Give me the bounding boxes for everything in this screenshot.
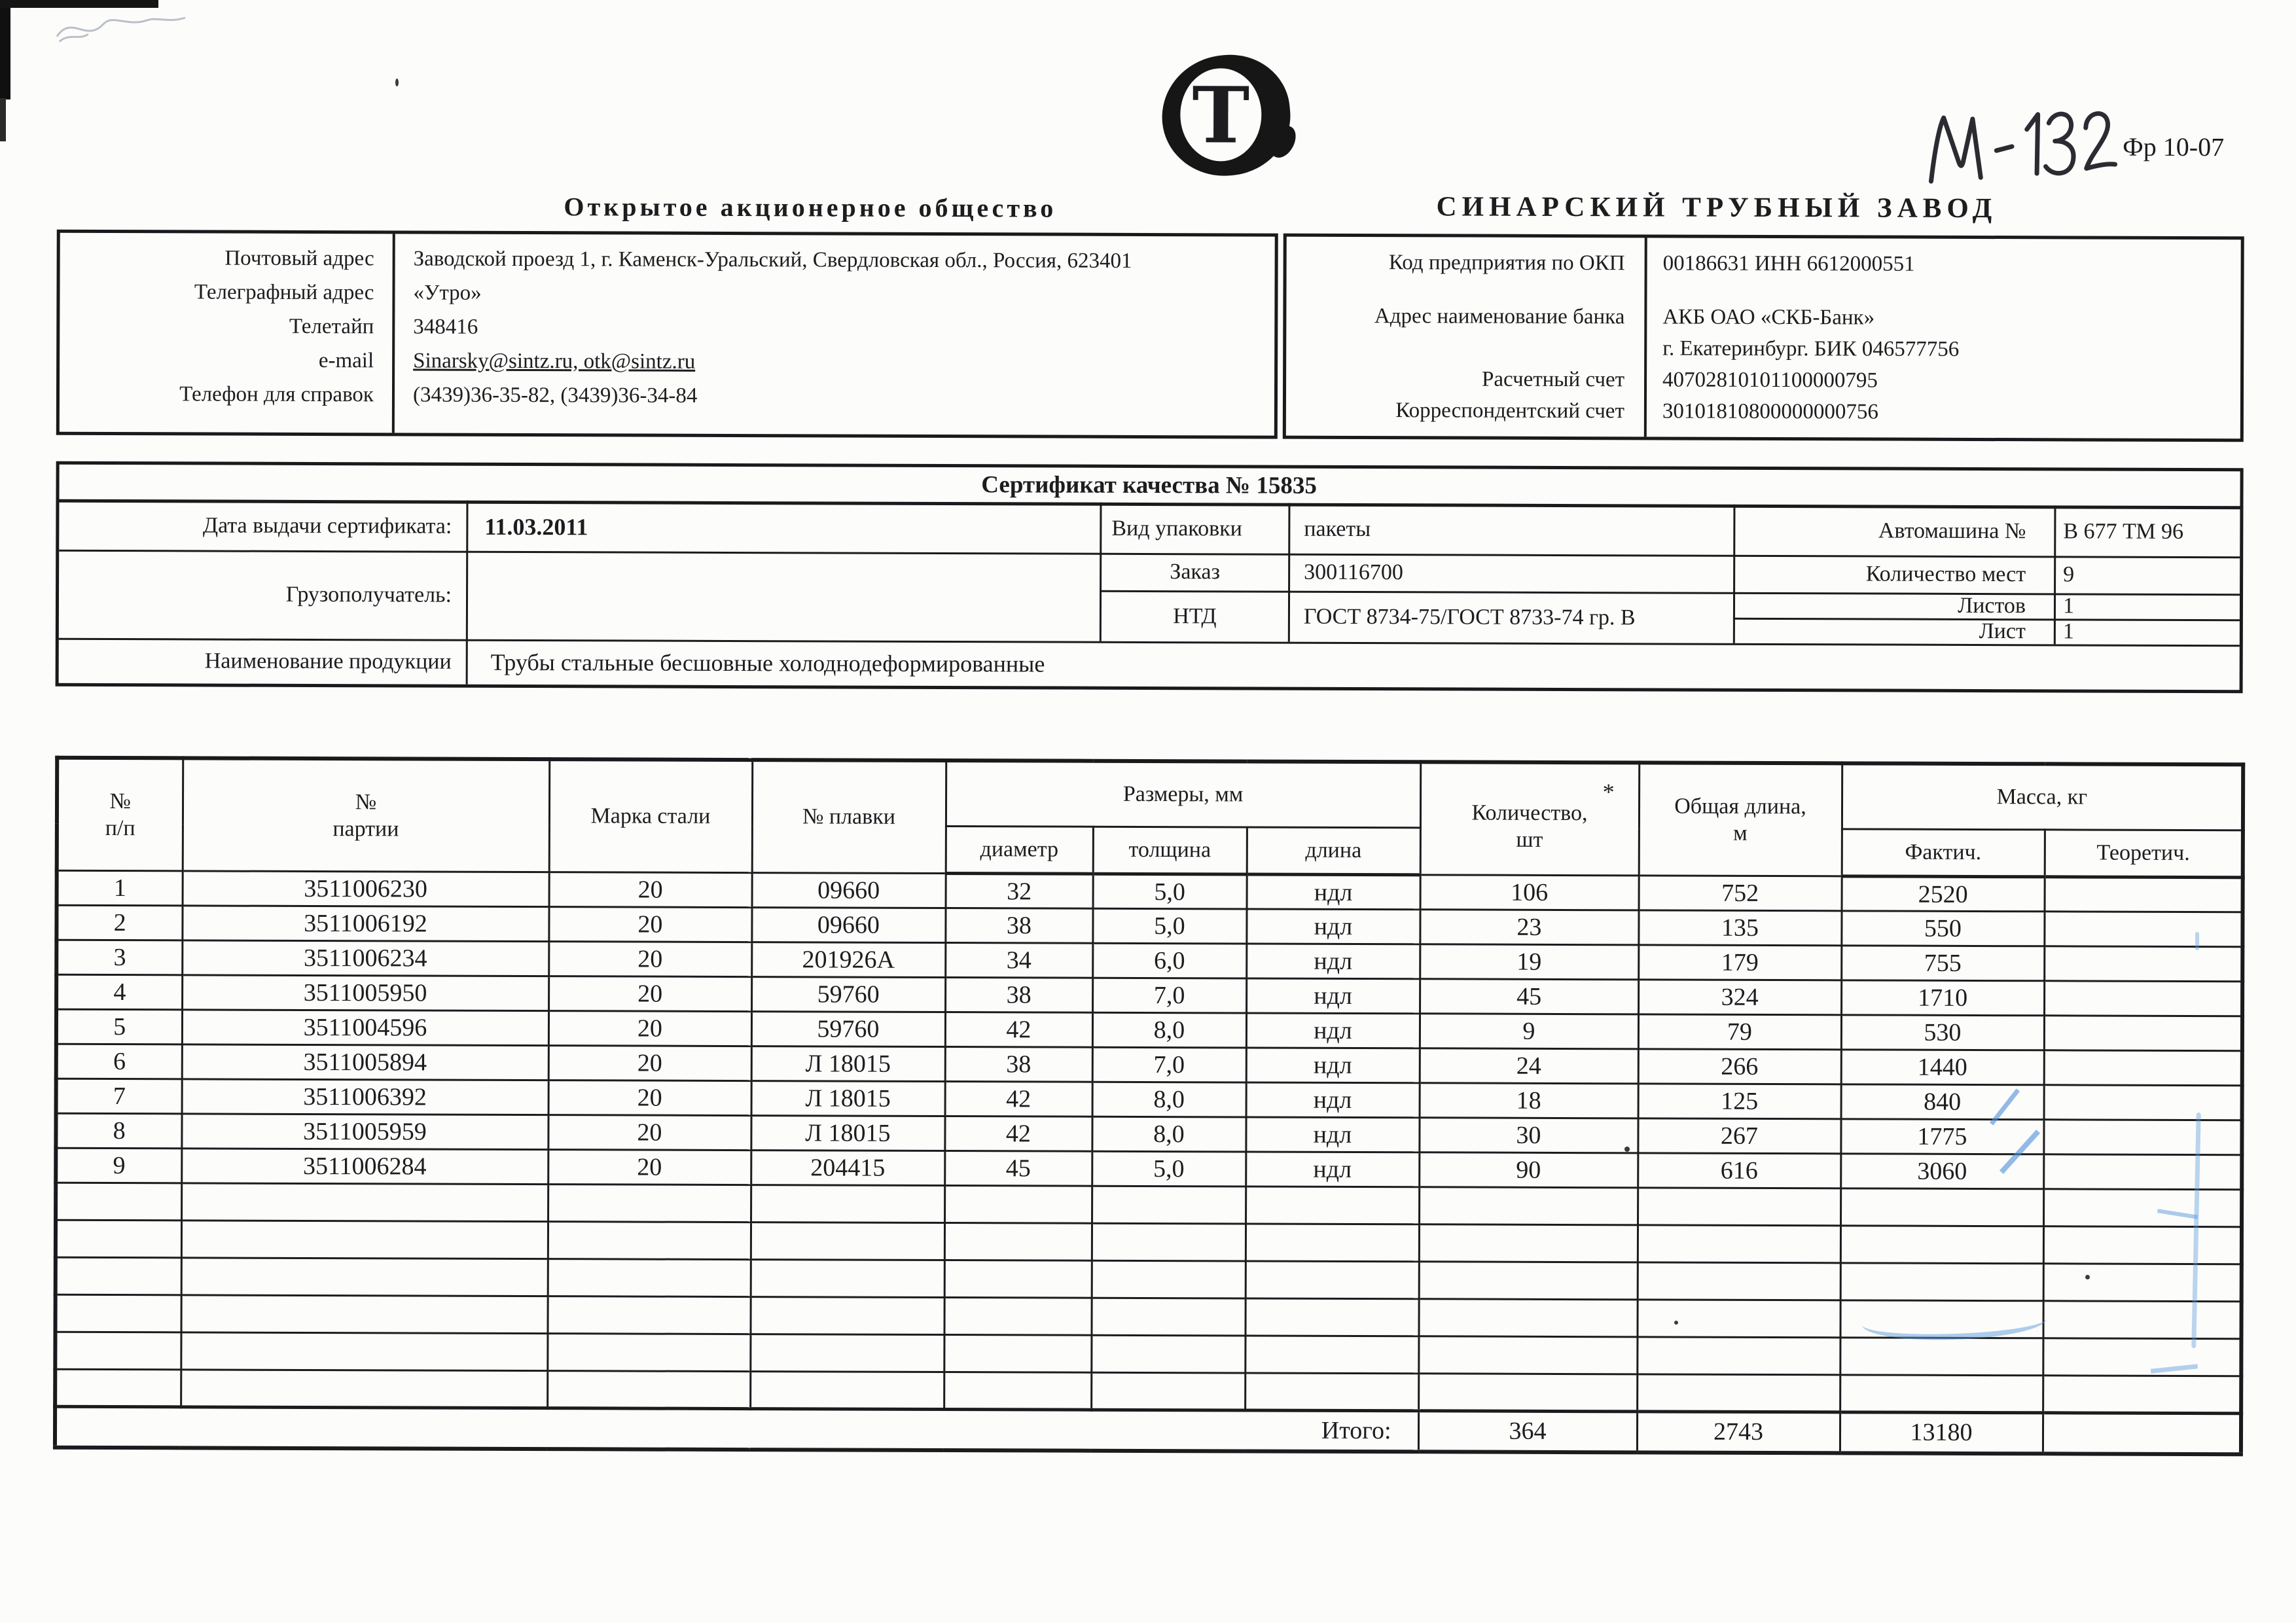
col-header-steel-grade: Марка стали xyxy=(549,759,753,872)
empty-table-cell xyxy=(2043,1226,2242,1264)
empty-table-cell xyxy=(1637,1374,1840,1412)
table-cell: 59760 xyxy=(751,977,945,1012)
empty-table-cell xyxy=(750,1334,944,1372)
table-cell: 106 xyxy=(1420,875,1639,910)
table-cell: 752 xyxy=(1639,876,1842,911)
postal-address-value: Заводской проезд 1, г. Каменск-Уральский, Свердловская обл., Россия, 623401 xyxy=(413,246,1132,273)
contacts-block xyxy=(56,230,1278,439)
table-cell: 266 xyxy=(1638,1049,1841,1084)
contact-row xyxy=(60,275,1274,313)
table-cell: 201926А xyxy=(751,942,945,978)
ink-speck xyxy=(2085,1275,2090,1279)
consignee-value xyxy=(484,553,1073,640)
table-cell: 20 xyxy=(548,1150,751,1185)
empty-table-cell xyxy=(1418,1336,1637,1374)
table-cell: 1 xyxy=(57,870,183,906)
table-cell: 530 xyxy=(1841,1015,2044,1050)
logo-letter: Т xyxy=(1192,69,1250,160)
table-cell: 42 xyxy=(944,1116,1092,1152)
handwriting-strokes xyxy=(1921,101,2121,196)
scan-edge-artifact xyxy=(0,0,158,8)
sheet-value: 1 xyxy=(2062,618,2074,643)
col-header-length: длина xyxy=(1247,827,1420,875)
bank-name-row xyxy=(1286,300,2240,336)
phone-value: (3439)36-35-82, (3439)36-34-84 xyxy=(412,382,698,408)
places-value: 9 xyxy=(2063,562,2075,587)
col-header-quantity: * Количество, шт xyxy=(1420,762,1640,876)
empty-table-cell xyxy=(1419,1187,1638,1225)
empty-table-cell xyxy=(547,1296,750,1334)
table-cell: 3511004596 xyxy=(182,1010,548,1046)
table-cell: 5,0 xyxy=(1092,908,1246,944)
certificate-block xyxy=(56,461,2244,693)
truck-label: Автомашина № xyxy=(1878,518,2026,544)
teletype-value: 348416 xyxy=(413,314,478,339)
empty-table-cell xyxy=(2043,1264,2242,1302)
product-name-value: Трубы стальные бесшовные холоднодеформированные xyxy=(490,649,1045,677)
okp-value: 00186631 ИНН 6612000551 xyxy=(1662,251,1915,276)
postal-address-label: Почтовый адрес xyxy=(224,246,374,270)
bank-city-row xyxy=(1286,331,2240,367)
empty-table-cell xyxy=(1092,1223,1246,1261)
teletype-label: Телетайп xyxy=(289,314,374,338)
phone-label: Телефон для справок xyxy=(179,382,374,406)
empty-table-cell xyxy=(1091,1335,1245,1373)
form-code-label: Фр 10-07 xyxy=(2123,132,2225,162)
empty-table-cell xyxy=(548,1185,751,1222)
table-cell: 7,0 xyxy=(1092,978,1246,1013)
table-cell: 550 xyxy=(1841,911,2044,946)
table-cell: 135 xyxy=(1638,910,1841,946)
table-cell: 3511006392 xyxy=(182,1079,548,1115)
table-cell: 7,0 xyxy=(1092,1047,1246,1082)
email-label: e-mail xyxy=(318,348,374,372)
table-cell xyxy=(2043,1120,2242,1155)
empty-table-cell xyxy=(1419,1224,1638,1262)
table-cell: 3511005894 xyxy=(182,1044,548,1080)
empty-table-cell xyxy=(1092,1260,1246,1298)
table-cell: 45 xyxy=(944,1151,1092,1186)
empty-table-cell xyxy=(1840,1188,2043,1226)
table-cell: ндл xyxy=(1247,874,1420,910)
table-cell xyxy=(2043,1154,2242,1190)
empty-table-cell xyxy=(1092,1186,1246,1224)
contact-row xyxy=(60,309,1274,347)
table-cell: 5,0 xyxy=(1092,1151,1246,1186)
empty-table-cell xyxy=(1418,1299,1637,1337)
table-cell xyxy=(2045,877,2243,912)
pencil-scribble xyxy=(54,7,191,50)
contact-row xyxy=(60,241,1275,279)
totals-mass-actual: 13180 xyxy=(1840,1412,2043,1454)
empty-table-row xyxy=(56,1183,2242,1226)
empty-table-cell xyxy=(750,1372,944,1410)
col-header-row-number: № п/п xyxy=(57,758,183,871)
table-cell: 42 xyxy=(945,1012,1092,1048)
empty-table-cell xyxy=(751,1260,944,1298)
corr-account-row xyxy=(1286,394,2240,430)
table-cell: Л 18015 xyxy=(751,1081,945,1116)
empty-table-cell xyxy=(181,1370,547,1408)
issue-date-label: Дата выдачи сертификата: xyxy=(202,513,452,539)
table-cell: Л 18015 xyxy=(751,1116,944,1151)
table-cell: 1775 xyxy=(1840,1119,2043,1154)
table-cell: 4 xyxy=(56,974,182,1010)
places-label: Количество мест xyxy=(1865,562,2026,587)
empty-table-cell xyxy=(547,1334,750,1372)
empty-table-cell xyxy=(751,1185,944,1223)
empty-table-row xyxy=(56,1220,2242,1264)
empty-table-cell xyxy=(181,1221,548,1259)
col-header-sizes: Размеры, мм xyxy=(946,760,1420,828)
issue-date-value: 11.03.2011 xyxy=(484,513,588,541)
col-header-mass-actual: Фактич. xyxy=(1842,829,2045,877)
empty-table-cell xyxy=(1840,1263,2043,1301)
table-cell: ндл xyxy=(1246,1013,1420,1048)
table-cell: 616 xyxy=(1638,1153,1840,1188)
packaging-value: пакеты xyxy=(1304,516,1371,542)
contact-row xyxy=(60,343,1274,381)
ntd-label: НТД xyxy=(1173,603,1217,628)
empty-table-cell xyxy=(181,1332,547,1371)
table-cell: 3 xyxy=(56,940,182,975)
order-label: Заказ xyxy=(1170,560,1221,584)
ntd-value: ГОСТ 8734-75/ГОСТ 8733-74 гр. В xyxy=(1303,604,1636,630)
table-cell: ндл xyxy=(1246,909,1420,944)
table-cell: 34 xyxy=(945,943,1092,978)
table-cell xyxy=(2044,981,2242,1016)
empty-table-cell xyxy=(181,1258,548,1296)
table-cell: 9 xyxy=(56,1148,181,1183)
empty-table-cell xyxy=(1245,1336,1418,1374)
table-cell: 3060 xyxy=(1840,1154,2043,1189)
table-cell: 09660 xyxy=(752,873,946,908)
empty-table-cell xyxy=(56,1220,181,1258)
table-cell: 30 xyxy=(1419,1118,1638,1153)
empty-table-cell xyxy=(751,1222,944,1260)
table-cell: 90 xyxy=(1419,1152,1638,1188)
empty-table-cell xyxy=(944,1223,1092,1261)
bank-name-value: АКБ ОАО «СКБ-Банк» xyxy=(1662,304,1875,329)
table-cell: 20 xyxy=(548,1115,751,1150)
empty-table-cell xyxy=(547,1371,750,1409)
pipe-batches-table xyxy=(53,756,2245,1456)
table-cell: 755 xyxy=(1841,946,2044,981)
table-cell: Л 18015 xyxy=(751,1046,945,1082)
col-header-diameter: диаметр xyxy=(946,827,1093,874)
col-header-mass: Масса, кг xyxy=(1842,763,2243,830)
sheet-label: Лист xyxy=(1979,618,2026,643)
empty-table-cell xyxy=(1638,1262,1840,1300)
table-cell: 19 xyxy=(1420,944,1638,980)
corr-account-value: 30101810800000000756 xyxy=(1662,399,1878,424)
totals-mass-theoretical xyxy=(2043,1413,2241,1454)
bank-city-value: г. Екатеринбург. БИК 046577756 xyxy=(1662,336,1960,361)
ink-speck xyxy=(1674,1321,1678,1325)
table-cell xyxy=(2044,912,2242,947)
table-cell: 38 xyxy=(945,978,1092,1013)
product-name-label: Наименование продукции xyxy=(204,649,452,674)
table-cell: ндл xyxy=(1246,1048,1420,1083)
col-header-thickness: толщина xyxy=(1093,827,1247,874)
empty-table-cell xyxy=(1246,1261,1419,1299)
table-cell: ндл xyxy=(1246,1082,1420,1118)
table-cell: 20 xyxy=(548,1080,751,1116)
empty-table-cell xyxy=(2043,1301,2241,1339)
table-cell: 45 xyxy=(1420,979,1638,1014)
sheets-label: Листов xyxy=(1958,593,2026,618)
empty-table-cell xyxy=(548,1259,751,1297)
cert-table-totals xyxy=(55,1406,2241,1454)
account-value: 40702810101100000795 xyxy=(1662,367,1878,392)
empty-table-cell xyxy=(1638,1188,1840,1226)
table-cell: 20 xyxy=(548,942,751,977)
table-cell: 32 xyxy=(946,874,1093,909)
empty-table-cell xyxy=(944,1372,1091,1410)
bank-block xyxy=(1283,234,2244,442)
table-cell: 3511006284 xyxy=(181,1149,548,1185)
cert-line xyxy=(1733,505,1736,643)
table-cell: 20 xyxy=(549,872,752,908)
totals-label: Итого: xyxy=(55,1406,1418,1452)
empty-table-cell xyxy=(750,1297,944,1335)
table-cell: 8,0 xyxy=(1092,1082,1246,1117)
empty-table-cell xyxy=(1091,1298,1245,1336)
empty-table-cell xyxy=(1418,1374,1637,1412)
empty-table-cell xyxy=(1245,1298,1418,1336)
table-cell: 324 xyxy=(1638,980,1841,1015)
table-cell: 20 xyxy=(548,976,751,1012)
quantity-footnote-asterisk: * xyxy=(1602,778,1615,805)
table-cell: 2 xyxy=(56,905,182,940)
corr-account-label: Корреспондентский счет xyxy=(1395,398,1624,423)
empty-table-cell xyxy=(944,1335,1091,1373)
table-cell: 267 xyxy=(1638,1118,1840,1154)
empty-table-cell xyxy=(548,1222,751,1260)
order-value: 300116700 xyxy=(1304,560,1403,585)
org-type-heading: Открытое акционерное общество xyxy=(564,191,1057,223)
account-row xyxy=(1286,363,2240,399)
col-header-melt-number: № плавки xyxy=(752,760,946,873)
table-cell: 9 xyxy=(1420,1014,1638,1049)
table-cell: 7 xyxy=(56,1079,182,1114)
plant-name-heading: СИНАРСКИЙ ТРУБНЫЙ ЗАВОД xyxy=(1436,190,1998,224)
table-cell: 3511005950 xyxy=(182,975,548,1011)
blue-pen-mark xyxy=(2195,932,2199,950)
consignee-label: Грузополучатель: xyxy=(285,582,452,607)
okp-row xyxy=(1287,246,2241,282)
empty-table-cell xyxy=(1091,1372,1245,1410)
cert-line xyxy=(1288,503,1291,642)
empty-table-row xyxy=(56,1257,2242,1301)
empty-table-cell xyxy=(2043,1338,2241,1376)
telegraph-address-value: «Утро» xyxy=(413,280,482,305)
empty-table-cell xyxy=(1245,1373,1418,1411)
table-cell: ндл xyxy=(1246,944,1420,979)
cert-line xyxy=(466,501,469,685)
table-cell: 3511006234 xyxy=(182,940,548,976)
scan-edge-artifact xyxy=(0,98,6,141)
empty-table-cell xyxy=(2043,1189,2242,1227)
empty-table-cell xyxy=(2043,1376,2241,1414)
col-header-batch: № партии xyxy=(183,758,550,872)
empty-table-cell xyxy=(181,1295,547,1334)
packaging-label: Вид упаковки xyxy=(1111,516,1242,541)
table-cell: 20 xyxy=(548,907,751,942)
okp-label: Код предприятия по ОКП xyxy=(1388,250,1625,275)
empty-table-cell xyxy=(56,1183,181,1221)
table-cell: 38 xyxy=(945,1047,1092,1082)
empty-table-cell xyxy=(56,1257,181,1295)
empty-table-cell xyxy=(944,1186,1092,1224)
table-cell: 125 xyxy=(1638,1084,1841,1119)
empty-table-cell xyxy=(1419,1262,1638,1300)
handwritten-mark xyxy=(1921,101,2121,196)
table-cell: 6,0 xyxy=(1092,943,1246,978)
tmk-pipe-logo xyxy=(1162,55,1291,177)
table-cell: 179 xyxy=(1638,945,1841,980)
empty-table-cell xyxy=(1637,1337,1840,1375)
empty-table-cell xyxy=(55,1332,181,1370)
totals-row xyxy=(55,1406,2241,1454)
empty-table-cell xyxy=(55,1294,181,1332)
table-cell: 79 xyxy=(1638,1014,1841,1050)
table-cell: 24 xyxy=(1420,1048,1638,1084)
table-header xyxy=(57,758,2244,878)
table-cell: 1710 xyxy=(1841,980,2044,1016)
table-cell: 8,0 xyxy=(1092,1116,1246,1152)
col-header-total-length: Общая длина, м xyxy=(1639,762,1842,876)
table-cell: 5,0 xyxy=(1093,874,1247,909)
table-cell: ндл xyxy=(1246,1152,1419,1187)
empty-table-cell xyxy=(1246,1224,1419,1262)
empty-table-row xyxy=(55,1369,2241,1413)
cert-line xyxy=(2054,505,2056,644)
empty-table-cell xyxy=(55,1369,181,1407)
table-cell xyxy=(2044,946,2242,982)
table-cell: 2520 xyxy=(1842,876,2045,912)
table-cell: 1440 xyxy=(1841,1050,2044,1085)
table-cell xyxy=(2044,1085,2242,1120)
table-cell: 6 xyxy=(56,1044,182,1079)
certificate-title: Сертификат качества № 15835 xyxy=(981,471,1317,499)
empty-table-cell xyxy=(944,1298,1091,1336)
table-cell: 840 xyxy=(1841,1084,2044,1120)
contact-row xyxy=(60,377,1274,415)
table-cell: 8,0 xyxy=(1092,1012,1246,1048)
table-cell: 42 xyxy=(945,1082,1092,1117)
email-value: Sinarsky@sintz.ru, otk@sintz.ru xyxy=(413,348,696,374)
empty-table-cell xyxy=(1638,1225,1840,1263)
table-cell: ндл xyxy=(1246,1117,1419,1152)
scan-edge-artifact xyxy=(0,0,10,99)
empty-table-cell xyxy=(1637,1300,1840,1338)
pencil-scribble-strokes xyxy=(54,7,191,50)
sheets-value: 1 xyxy=(2062,594,2075,618)
table-cell: 18 xyxy=(1420,1083,1638,1118)
table-cell: 20 xyxy=(548,1046,751,1081)
empty-table-cell xyxy=(1840,1226,2043,1264)
ink-speck xyxy=(395,79,399,86)
table-cell: 204415 xyxy=(751,1150,944,1186)
table-cell: 59760 xyxy=(751,1012,945,1047)
telegraph-address-label: Телеграфный адрес xyxy=(194,279,374,304)
totals-length: 2743 xyxy=(1637,1412,1840,1453)
table-cell xyxy=(2044,1016,2242,1051)
table-cell: 3511006192 xyxy=(182,906,548,942)
table-cell: 20 xyxy=(548,1011,751,1046)
bank-name-label: Адрес наименование банка xyxy=(1374,304,1625,329)
empty-table-cell xyxy=(181,1183,548,1222)
table-cell: 23 xyxy=(1420,910,1638,945)
table-cell: 3511006230 xyxy=(183,871,549,907)
table-cell: ндл xyxy=(1246,978,1420,1014)
empty-table-cell xyxy=(1246,1186,1419,1224)
table-cell: 3511005959 xyxy=(181,1114,548,1150)
empty-table-cell xyxy=(1840,1338,2043,1376)
table-cell: 09660 xyxy=(751,908,945,943)
truck-value: В 677 ТМ 96 xyxy=(2063,519,2184,544)
empty-table-cell xyxy=(944,1260,1092,1298)
table-cell xyxy=(2044,1050,2242,1086)
col-header-mass-theoretical: Теоретич. xyxy=(2045,830,2243,878)
empty-table-cell xyxy=(1840,1375,2043,1413)
table-cell: 38 xyxy=(945,908,1092,944)
totals-quantity: 364 xyxy=(1418,1411,1637,1452)
ink-speck xyxy=(1624,1147,1630,1152)
account-label: Расчетный счет xyxy=(1481,367,1625,391)
table-cell: 5 xyxy=(56,1009,182,1044)
bank-city-label-spacer xyxy=(1286,348,1644,349)
table-cell: 8 xyxy=(56,1113,181,1149)
